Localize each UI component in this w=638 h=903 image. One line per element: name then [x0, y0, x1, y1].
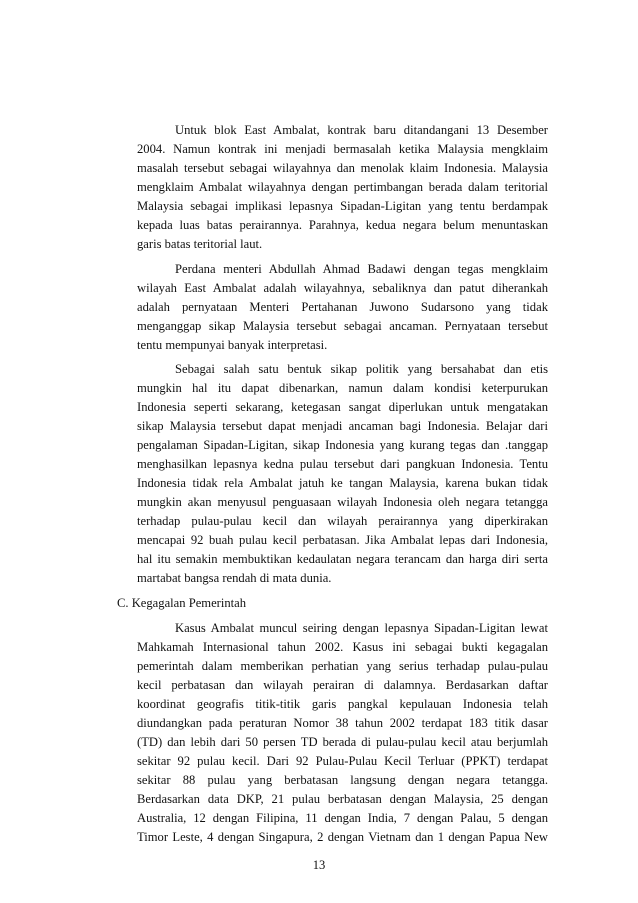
text-line: sekitar 88 pulau yang berbatasan langsung dengan negara tetangga.: [137, 773, 548, 787]
section-heading: C. Kegagalan Pemerintah: [117, 596, 247, 610]
text-line: Untuk blok East Ambalat, kontrak baru ditandangani 13 Desember: [175, 123, 548, 137]
text-line: Indonesia seperti sekarang, ketegasan sangat diperlukan untuk mengatakan: [137, 400, 548, 414]
text-line: Berdasarkan data DKP, 21 pulau berbatasan dengan Malaysia, 25 dengan: [137, 792, 548, 806]
page-number: 13: [312, 858, 326, 872]
text-line: masalah tersebut sebagai wilayahnya dan menolak klaim Indonesia. Malaysia: [137, 161, 548, 175]
text-line: mungkin akan menyusul penguasaan wilayah Indonesia oleh negara tetangga: [137, 495, 548, 509]
text-line: sekitar 92 pulau kecil. Dari 92 Pulau-Pulau Kecil Terluar (PPKT) terdapat: [137, 754, 548, 768]
text-line: mungkin hal itu dapat dibenarkan, namun dalam kondisi keterpurukan: [137, 381, 548, 395]
text-line: terhadap pulau-pulau kecil dan wilayah perairannya yang diperkirakan: [137, 514, 548, 528]
text-line: Indonesia tidak rela Ambalat jatuh ke tangan Malaysia, karena bukan tidak: [137, 476, 548, 490]
text-line: Mahkamah Internasional tahun 2002. Kasus ini sebagai bukti kegagalan: [137, 640, 548, 654]
text-line: adalah pernyataan Menteri Pertahanan Juwono Sudarsono yang tidak: [137, 300, 548, 314]
text-line: mengklaim Ambalat wilayahnya dengan pertimbangan berada dalam teritorial: [137, 180, 548, 194]
text-line: pemerintah dalam memberikan perhatian yang serius terhadap pulau-pulau: [137, 659, 548, 673]
text-line: Perdana menteri Abdullah Ahmad Badawi dengan tegas mengklaim: [175, 262, 548, 276]
text-line: garis batas teritorial laut.: [137, 237, 263, 251]
text-line: tentu mempunyai banyak interpretasi.: [137, 338, 328, 352]
text-line: kepada luas batas perairannya. Parahnya, kedua negara belum menuntaskan: [137, 218, 548, 232]
text-line: hal itu semakin membuktikan kedaulatan negara terancam dan harga diri serta: [137, 552, 548, 566]
text-line: Malaysia sebagai implikasi lepasnya Sipadan-Ligitan yang tentu berdampak: [137, 199, 548, 213]
text-line: koordinat geografis titik-titik garis pangkal kepulauan Indonesia telah: [137, 697, 548, 711]
text-line: Timor Leste, 4 dengan Singapura, 2 dengan Vietnam dan 1 dengan Papua New: [137, 830, 548, 844]
text-line: diundangkan pada peraturan Nomor 38 tahun 2002 terdapat 183 titik dasar: [137, 716, 548, 730]
text-line: Kasus Ambalat muncul seiring dengan lepasnya Sipadan-Ligitan lewat: [175, 621, 548, 635]
text-line: (TD) dan lebih dari 50 persen TD berada di pulau-pulau kecil atau berjumlah: [137, 735, 548, 749]
text-line: Sebagai salah satu bentuk sikap politik yang bersahabat dan etis: [175, 362, 548, 376]
text-line: Australia, 12 dengan Filipina, 11 dengan India, 7 dengan Palau, 5 dengan: [137, 811, 548, 825]
text-line: sikap Malaysia tersebut dapat menjadi ancaman bagi Indonesia. Belajar dari: [137, 419, 548, 433]
text-line: menganggap sikap Malaysia tersebut sebagai ancaman. Pernyataan tersebut: [137, 319, 548, 333]
text-line: pengalaman Sipadan-Ligitan, sikap Indonesia yang kurang tegas dan .tanggap: [137, 438, 548, 452]
text-line: martabat bangsa rendah di mata dunia.: [137, 571, 332, 585]
text-line: wilayah East Ambalat adalah wilayahnya, sebaliknya dan patut diherankah: [137, 281, 548, 295]
text-line: 2004. Namun kontrak ini menjadi bermasalah ketika Malaysia mengklaim: [137, 142, 548, 156]
text-line: kecil perbatasan dan wilayah perairan di dalamnya. Berdasarkan daftar: [137, 678, 548, 692]
text-line: mencapai 92 buah pulau kecil perbatasan. Jika Ambalat lepas dari Indonesia,: [137, 533, 548, 547]
text-line: menghasilkan lepasnya kedna pulau tersebut dari pangkuan Indonesia. Tentu: [137, 457, 548, 471]
